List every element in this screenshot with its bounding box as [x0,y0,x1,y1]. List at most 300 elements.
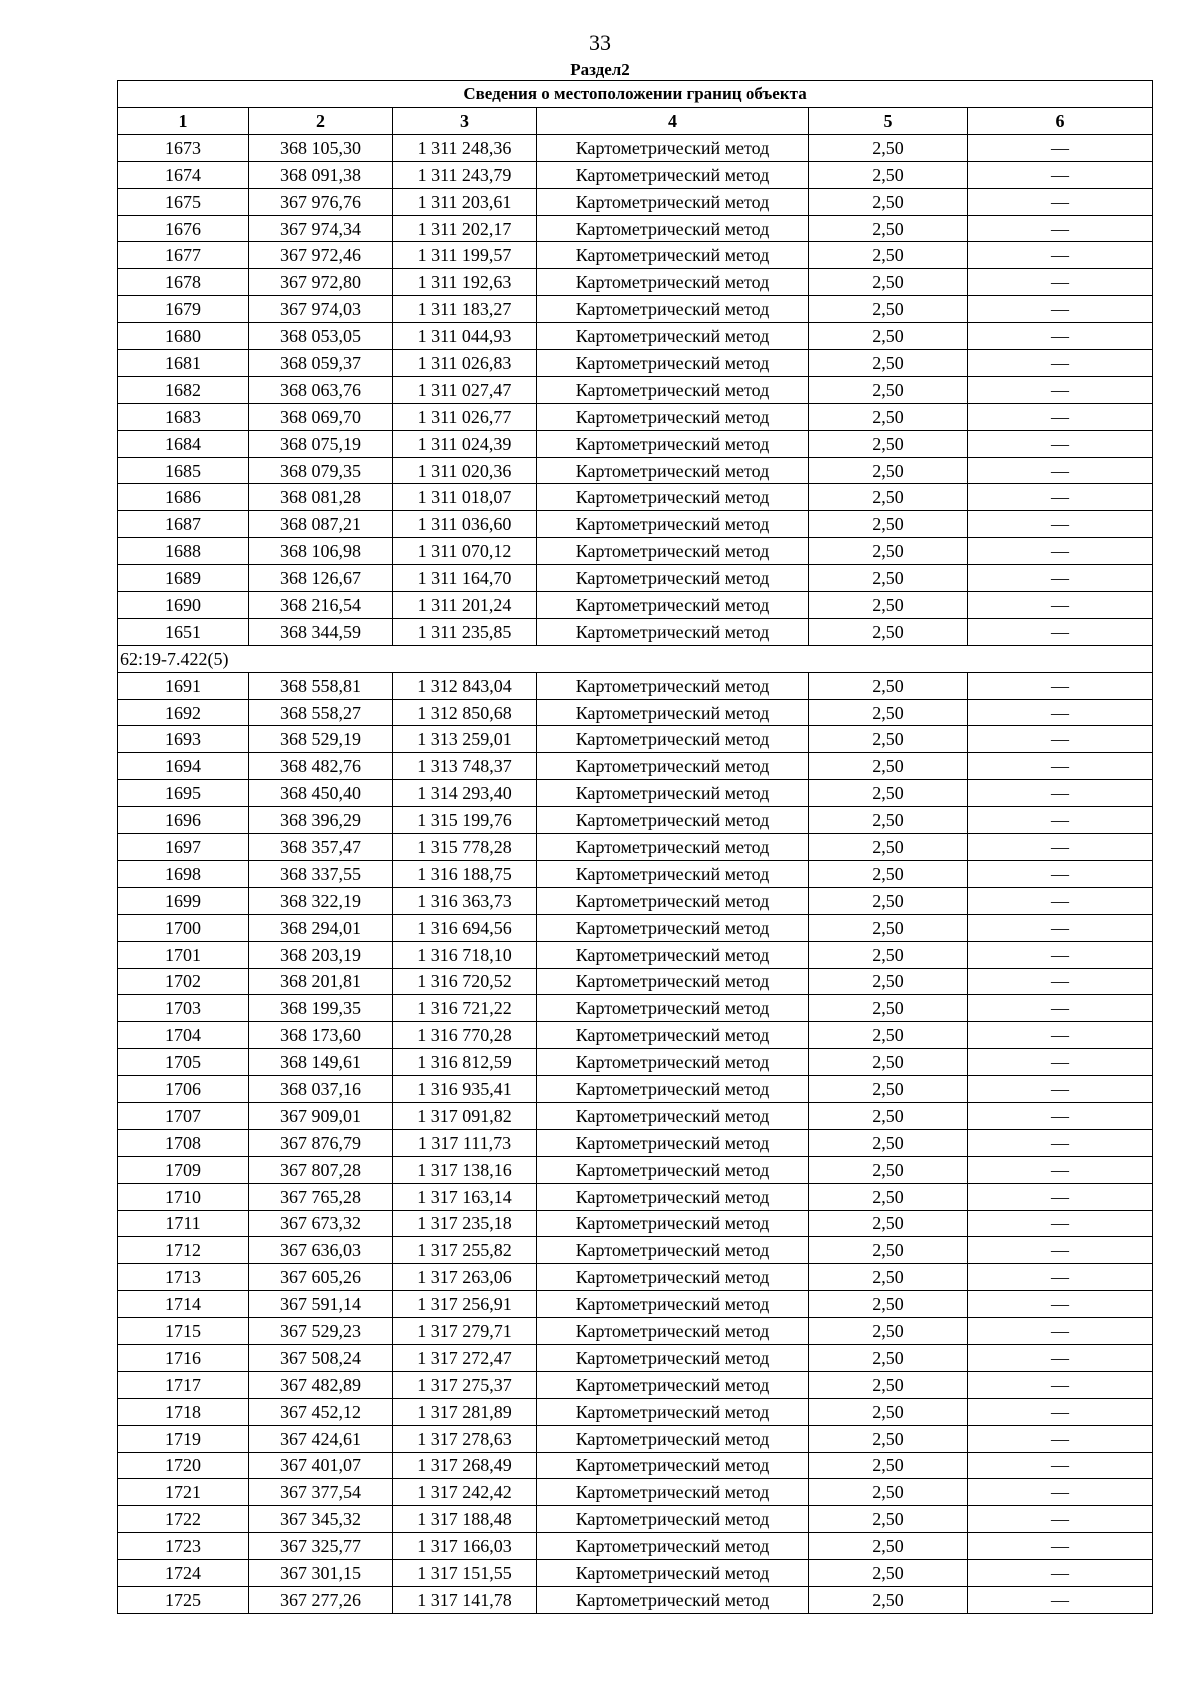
method-cell: Картометрический метод [537,1102,809,1129]
method-cell: Картометрический метод [537,1425,809,1452]
method-cell: Картометрический метод [537,834,809,861]
accuracy-cell: 2,50 [809,188,968,215]
method-cell: Картометрический метод [537,134,809,161]
description-cell: — [968,995,1153,1022]
accuracy-cell: 2,50 [809,296,968,323]
description-cell: — [968,1102,1153,1129]
accuracy-cell: 2,50 [809,780,968,807]
description-cell: — [968,1129,1153,1156]
accuracy-cell: 2,50 [809,1586,968,1613]
point-number-cell: 1718 [118,1398,249,1425]
x-coordinate-cell: 368 069,70 [249,403,393,430]
accuracy-cell: 2,50 [809,995,968,1022]
x-coordinate-cell: 367 974,34 [249,215,393,242]
accuracy-cell: 2,50 [809,1022,968,1049]
y-coordinate-cell: 1 311 199,57 [393,242,537,269]
point-number-cell: 1720 [118,1452,249,1479]
accuracy-cell: 2,50 [809,511,968,538]
point-number-cell: 1690 [118,592,249,619]
point-number-cell: 1683 [118,403,249,430]
point-number-cell: 1709 [118,1156,249,1183]
y-coordinate-cell: 1 311 248,36 [393,134,537,161]
accuracy-cell: 2,50 [809,215,968,242]
point-number-cell: 1707 [118,1102,249,1129]
method-cell: Картометрический метод [537,860,809,887]
accuracy-cell: 2,50 [809,1102,968,1129]
point-number-cell: 1701 [118,941,249,968]
x-coordinate-cell: 368 337,55 [249,860,393,887]
table-row [118,914,1153,941]
method-cell: Картометрический метод [537,995,809,1022]
accuracy-cell: 2,50 [809,968,968,995]
description-cell: — [968,430,1153,457]
point-number-cell: 1697 [118,834,249,861]
y-coordinate-cell: 1 317 138,16 [393,1156,537,1183]
point-number-cell: 1725 [118,1586,249,1613]
table-row [118,538,1153,565]
point-number-cell: 1679 [118,296,249,323]
table-row [118,1129,1153,1156]
method-cell: Картометрический метод [537,1318,809,1345]
y-coordinate-cell: 1 311 201,24 [393,592,537,619]
accuracy-cell: 2,50 [809,1237,968,1264]
y-coordinate-cell: 1 317 272,47 [393,1344,537,1371]
description-cell: — [968,538,1153,565]
method-cell: Картометрический метод [537,1479,809,1506]
description-cell: — [968,1291,1153,1318]
description-cell: — [968,834,1153,861]
table-row [118,403,1153,430]
point-number-cell: 1719 [118,1425,249,1452]
table-row [118,1183,1153,1210]
description-cell: — [968,511,1153,538]
description-cell: — [968,914,1153,941]
description-cell: — [968,296,1153,323]
table-row [118,780,1153,807]
description-cell: — [968,1533,1153,1560]
y-coordinate-cell: 1 311 192,63 [393,269,537,296]
method-cell: Картометрический метод [537,1156,809,1183]
table-row [118,1586,1153,1613]
accuracy-cell: 2,50 [809,161,968,188]
method-cell: Картометрический метод [537,457,809,484]
x-coordinate-cell: 368 149,61 [249,1049,393,1076]
point-number-cell: 1678 [118,269,249,296]
point-number-cell: 1711 [118,1210,249,1237]
method-cell: Картометрический метод [537,161,809,188]
method-cell: Картометрический метод [537,780,809,807]
table-row [118,726,1153,753]
y-coordinate-cell: 1 313 259,01 [393,726,537,753]
point-number-cell: 1686 [118,484,249,511]
column-header-3: 3 [393,108,537,135]
description-cell: — [968,780,1153,807]
point-number-cell: 1696 [118,807,249,834]
table-row [118,1452,1153,1479]
x-coordinate-cell: 368 075,19 [249,430,393,457]
method-cell: Картометрический метод [537,1076,809,1103]
point-number-cell: 1724 [118,1560,249,1587]
description-cell: — [968,1237,1153,1264]
description-cell: — [968,968,1153,995]
y-coordinate-cell: 1 317 263,06 [393,1264,537,1291]
point-number-cell: 1700 [118,914,249,941]
table-row [118,1102,1153,1129]
y-coordinate-cell: 1 317 188,48 [393,1506,537,1533]
x-coordinate-cell: 368 396,29 [249,807,393,834]
group-row [118,645,1153,672]
table-row [118,1237,1153,1264]
description-cell: — [968,188,1153,215]
table-row [118,753,1153,780]
description-cell: — [968,403,1153,430]
point-number-cell: 1705 [118,1049,249,1076]
method-cell: Картометрический метод [537,1129,809,1156]
description-cell: — [968,1318,1153,1345]
table-row [118,1398,1153,1425]
y-coordinate-cell: 1 317 268,49 [393,1452,537,1479]
x-coordinate-cell: 367 277,26 [249,1586,393,1613]
x-coordinate-cell: 367 972,46 [249,242,393,269]
point-number-cell: 1712 [118,1237,249,1264]
x-coordinate-cell: 367 876,79 [249,1129,393,1156]
x-coordinate-cell: 367 591,14 [249,1291,393,1318]
table-row [118,941,1153,968]
accuracy-cell: 2,50 [809,1479,968,1506]
y-coordinate-cell: 1 311 070,12 [393,538,537,565]
table-row [118,565,1153,592]
x-coordinate-cell: 368 106,98 [249,538,393,565]
description-cell: — [968,1183,1153,1210]
point-number-cell: 1715 [118,1318,249,1345]
point-number-cell: 1722 [118,1506,249,1533]
description-cell: — [968,134,1153,161]
description-cell: — [968,1479,1153,1506]
method-cell: Картометрический метод [537,914,809,941]
accuracy-cell: 2,50 [809,1210,968,1237]
point-number-cell: 1698 [118,860,249,887]
accuracy-cell: 2,50 [809,672,968,699]
y-coordinate-cell: 1 317 091,82 [393,1102,537,1129]
point-number-cell: 1691 [118,672,249,699]
x-coordinate-cell: 368 173,60 [249,1022,393,1049]
description-cell: — [968,1506,1153,1533]
method-cell: Картометрический метод [537,1210,809,1237]
description-cell: — [968,1210,1153,1237]
y-coordinate-cell: 1 312 850,68 [393,699,537,726]
y-coordinate-cell: 1 316 770,28 [393,1022,537,1049]
point-number-cell: 1716 [118,1344,249,1371]
x-coordinate-cell: 367 529,23 [249,1318,393,1345]
description-cell: — [968,941,1153,968]
x-coordinate-cell: 368 558,27 [249,699,393,726]
y-coordinate-cell: 1 317 235,18 [393,1210,537,1237]
table-row [118,1156,1153,1183]
y-coordinate-cell: 1 316 935,41 [393,1076,537,1103]
table-body [118,134,1153,1613]
x-coordinate-cell: 368 079,35 [249,457,393,484]
column-header-4: 4 [537,108,809,135]
method-cell: Картометрический метод [537,941,809,968]
table-row [118,376,1153,403]
accuracy-cell: 2,50 [809,403,968,430]
point-number-cell: 1723 [118,1533,249,1560]
point-number-cell: 1674 [118,161,249,188]
point-number-cell: 1694 [118,753,249,780]
x-coordinate-cell: 368 216,54 [249,592,393,619]
accuracy-cell: 2,50 [809,242,968,269]
y-coordinate-cell: 1 311 044,93 [393,323,537,350]
table-row [118,1264,1153,1291]
y-coordinate-cell: 1 311 164,70 [393,565,537,592]
description-cell: — [968,161,1153,188]
description-cell: — [968,269,1153,296]
table-row [118,1344,1153,1371]
description-cell: — [968,1425,1153,1452]
y-coordinate-cell: 1 313 748,37 [393,753,537,780]
y-coordinate-cell: 1 317 141,78 [393,1586,537,1613]
x-coordinate-cell: 368 091,38 [249,161,393,188]
method-cell: Картометрический метод [537,1371,809,1398]
table-row [118,484,1153,511]
table-row [118,350,1153,377]
table-row [118,834,1153,861]
accuracy-cell: 2,50 [809,887,968,914]
accuracy-cell: 2,50 [809,350,968,377]
method-cell: Картометрический метод [537,1506,809,1533]
description-cell: — [968,1156,1153,1183]
description-cell: — [968,323,1153,350]
table-row [118,1479,1153,1506]
x-coordinate-cell: 367 909,01 [249,1102,393,1129]
x-coordinate-cell: 368 558,81 [249,672,393,699]
y-coordinate-cell: 1 316 718,10 [393,941,537,968]
description-cell: — [968,672,1153,699]
y-coordinate-cell: 1 311 202,17 [393,215,537,242]
method-cell: Картометрический метод [537,1452,809,1479]
y-coordinate-cell: 1 311 036,60 [393,511,537,538]
description-cell: — [968,484,1153,511]
accuracy-cell: 2,50 [809,1506,968,1533]
table-row [118,1371,1153,1398]
description-cell: — [968,1264,1153,1291]
x-coordinate-cell: 368 105,30 [249,134,393,161]
description-cell: — [968,1560,1153,1587]
point-number-cell: 1684 [118,430,249,457]
point-number-cell: 1692 [118,699,249,726]
accuracy-cell: 2,50 [809,699,968,726]
method-cell: Картометрический метод [537,1237,809,1264]
y-coordinate-cell: 1 317 163,14 [393,1183,537,1210]
y-coordinate-cell: 1 312 843,04 [393,672,537,699]
x-coordinate-cell: 368 450,40 [249,780,393,807]
accuracy-cell: 2,50 [809,1425,968,1452]
x-coordinate-cell: 368 482,76 [249,753,393,780]
description-cell: — [968,215,1153,242]
description-cell: — [968,1398,1153,1425]
y-coordinate-cell: 1 316 721,22 [393,995,537,1022]
description-cell: — [968,457,1153,484]
point-number-cell: 1688 [118,538,249,565]
x-coordinate-cell: 367 452,12 [249,1398,393,1425]
point-number-cell: 1651 [118,618,249,645]
y-coordinate-cell: 1 311 020,36 [393,457,537,484]
x-coordinate-cell: 367 807,28 [249,1156,393,1183]
method-cell: Картометрический метод [537,323,809,350]
y-coordinate-cell: 1 316 720,52 [393,968,537,995]
method-cell: Картометрический метод [537,296,809,323]
point-number-cell: 1717 [118,1371,249,1398]
y-coordinate-cell: 1 316 812,59 [393,1049,537,1076]
description-cell: — [968,376,1153,403]
accuracy-cell: 2,50 [809,323,968,350]
description-cell: — [968,350,1153,377]
table-row [118,134,1153,161]
x-coordinate-cell: 368 063,76 [249,376,393,403]
table-row [118,188,1153,215]
table-row [118,1560,1153,1587]
point-number-cell: 1682 [118,376,249,403]
point-number-cell: 1680 [118,323,249,350]
x-coordinate-cell: 368 087,21 [249,511,393,538]
column-header-5: 5 [809,108,968,135]
y-coordinate-cell: 1 316 694,56 [393,914,537,941]
table-row [118,807,1153,834]
y-coordinate-cell: 1 311 026,77 [393,403,537,430]
x-coordinate-cell: 368 344,59 [249,618,393,645]
x-coordinate-cell: 368 294,01 [249,914,393,941]
x-coordinate-cell: 368 322,19 [249,887,393,914]
method-cell: Картометрический метод [537,1183,809,1210]
y-coordinate-cell: 1 314 293,40 [393,780,537,807]
method-cell: Картометрический метод [537,1022,809,1049]
accuracy-cell: 2,50 [809,753,968,780]
method-cell: Картометрический метод [537,1586,809,1613]
description-cell: — [968,565,1153,592]
method-cell: Картометрический метод [537,726,809,753]
method-cell: Картометрический метод [537,1291,809,1318]
y-coordinate-cell: 1 317 279,71 [393,1318,537,1345]
table-row [118,430,1153,457]
x-coordinate-cell: 367 508,24 [249,1344,393,1371]
point-number-cell: 1710 [118,1183,249,1210]
accuracy-cell: 2,50 [809,1049,968,1076]
table-row [118,968,1153,995]
x-coordinate-cell: 367 974,03 [249,296,393,323]
x-coordinate-cell: 367 301,15 [249,1560,393,1587]
table-row [118,887,1153,914]
accuracy-cell: 2,50 [809,1398,968,1425]
x-coordinate-cell: 367 636,03 [249,1237,393,1264]
column-header-6: 6 [968,108,1153,135]
method-cell: Картометрический метод [537,1344,809,1371]
method-cell: Картометрический метод [537,968,809,995]
accuracy-cell: 2,50 [809,484,968,511]
y-coordinate-cell: 1 317 278,63 [393,1425,537,1452]
point-number-cell: 1706 [118,1076,249,1103]
method-cell: Картометрический метод [537,430,809,457]
x-coordinate-cell: 367 482,89 [249,1371,393,1398]
point-number-cell: 1708 [118,1129,249,1156]
y-coordinate-cell: 1 311 203,61 [393,188,537,215]
method-cell: Картометрический метод [537,403,809,430]
method-cell: Картометрический метод [537,1264,809,1291]
y-coordinate-cell: 1 311 027,47 [393,376,537,403]
point-number-cell: 1675 [118,188,249,215]
x-coordinate-cell: 368 126,67 [249,565,393,592]
description-cell: — [968,1049,1153,1076]
x-coordinate-cell: 368 037,16 [249,1076,393,1103]
table-title: Сведения о местоположении границ объекта [118,81,1153,108]
x-coordinate-cell: 368 199,35 [249,995,393,1022]
description-cell: — [968,618,1153,645]
point-number-cell: 1703 [118,995,249,1022]
method-cell: Картометрический метод [537,887,809,914]
description-cell: — [968,1022,1153,1049]
y-coordinate-cell: 1 317 275,37 [393,1371,537,1398]
point-number-cell: 1704 [118,1022,249,1049]
method-cell: Картометрический метод [537,376,809,403]
point-number-cell: 1681 [118,350,249,377]
method-cell: Картометрический метод [537,269,809,296]
y-coordinate-cell: 1 311 024,39 [393,430,537,457]
table-row [118,457,1153,484]
description-cell: — [968,699,1153,726]
accuracy-cell: 2,50 [809,834,968,861]
x-coordinate-cell: 367 976,76 [249,188,393,215]
method-cell: Картометрический метод [537,672,809,699]
accuracy-cell: 2,50 [809,376,968,403]
table-row [118,215,1153,242]
accuracy-cell: 2,50 [809,538,968,565]
table-row [118,592,1153,619]
accuracy-cell: 2,50 [809,807,968,834]
method-cell: Картометрический метод [537,1398,809,1425]
page-number: 33 [589,30,611,55]
table-row [118,618,1153,645]
method-cell: Картометрический метод [537,350,809,377]
point-number-cell: 1699 [118,887,249,914]
description-cell: — [968,887,1153,914]
x-coordinate-cell: 367 972,80 [249,269,393,296]
point-number-cell: 1695 [118,780,249,807]
table-row [118,699,1153,726]
x-coordinate-cell: 368 203,19 [249,941,393,968]
table-row [118,1506,1153,1533]
accuracy-cell: 2,50 [809,1344,968,1371]
description-cell: — [968,726,1153,753]
table-row [118,1049,1153,1076]
x-coordinate-cell: 367 605,26 [249,1264,393,1291]
table-row [118,1291,1153,1318]
accuracy-cell: 2,50 [809,726,968,753]
description-cell: — [968,1076,1153,1103]
x-coordinate-cell: 367 401,07 [249,1452,393,1479]
table-row [118,995,1153,1022]
accuracy-cell: 2,50 [809,1183,968,1210]
accuracy-cell: 2,50 [809,430,968,457]
method-cell: Картометрический метод [537,1533,809,1560]
accuracy-cell: 2,50 [809,565,968,592]
method-cell: Картометрический метод [537,753,809,780]
y-coordinate-cell: 1 317 256,91 [393,1291,537,1318]
x-coordinate-cell: 368 201,81 [249,968,393,995]
y-coordinate-cell: 1 317 166,03 [393,1533,537,1560]
y-coordinate-cell: 1 315 199,76 [393,807,537,834]
table-row [118,1425,1153,1452]
description-cell: — [968,1586,1153,1613]
accuracy-cell: 2,50 [809,1533,968,1560]
